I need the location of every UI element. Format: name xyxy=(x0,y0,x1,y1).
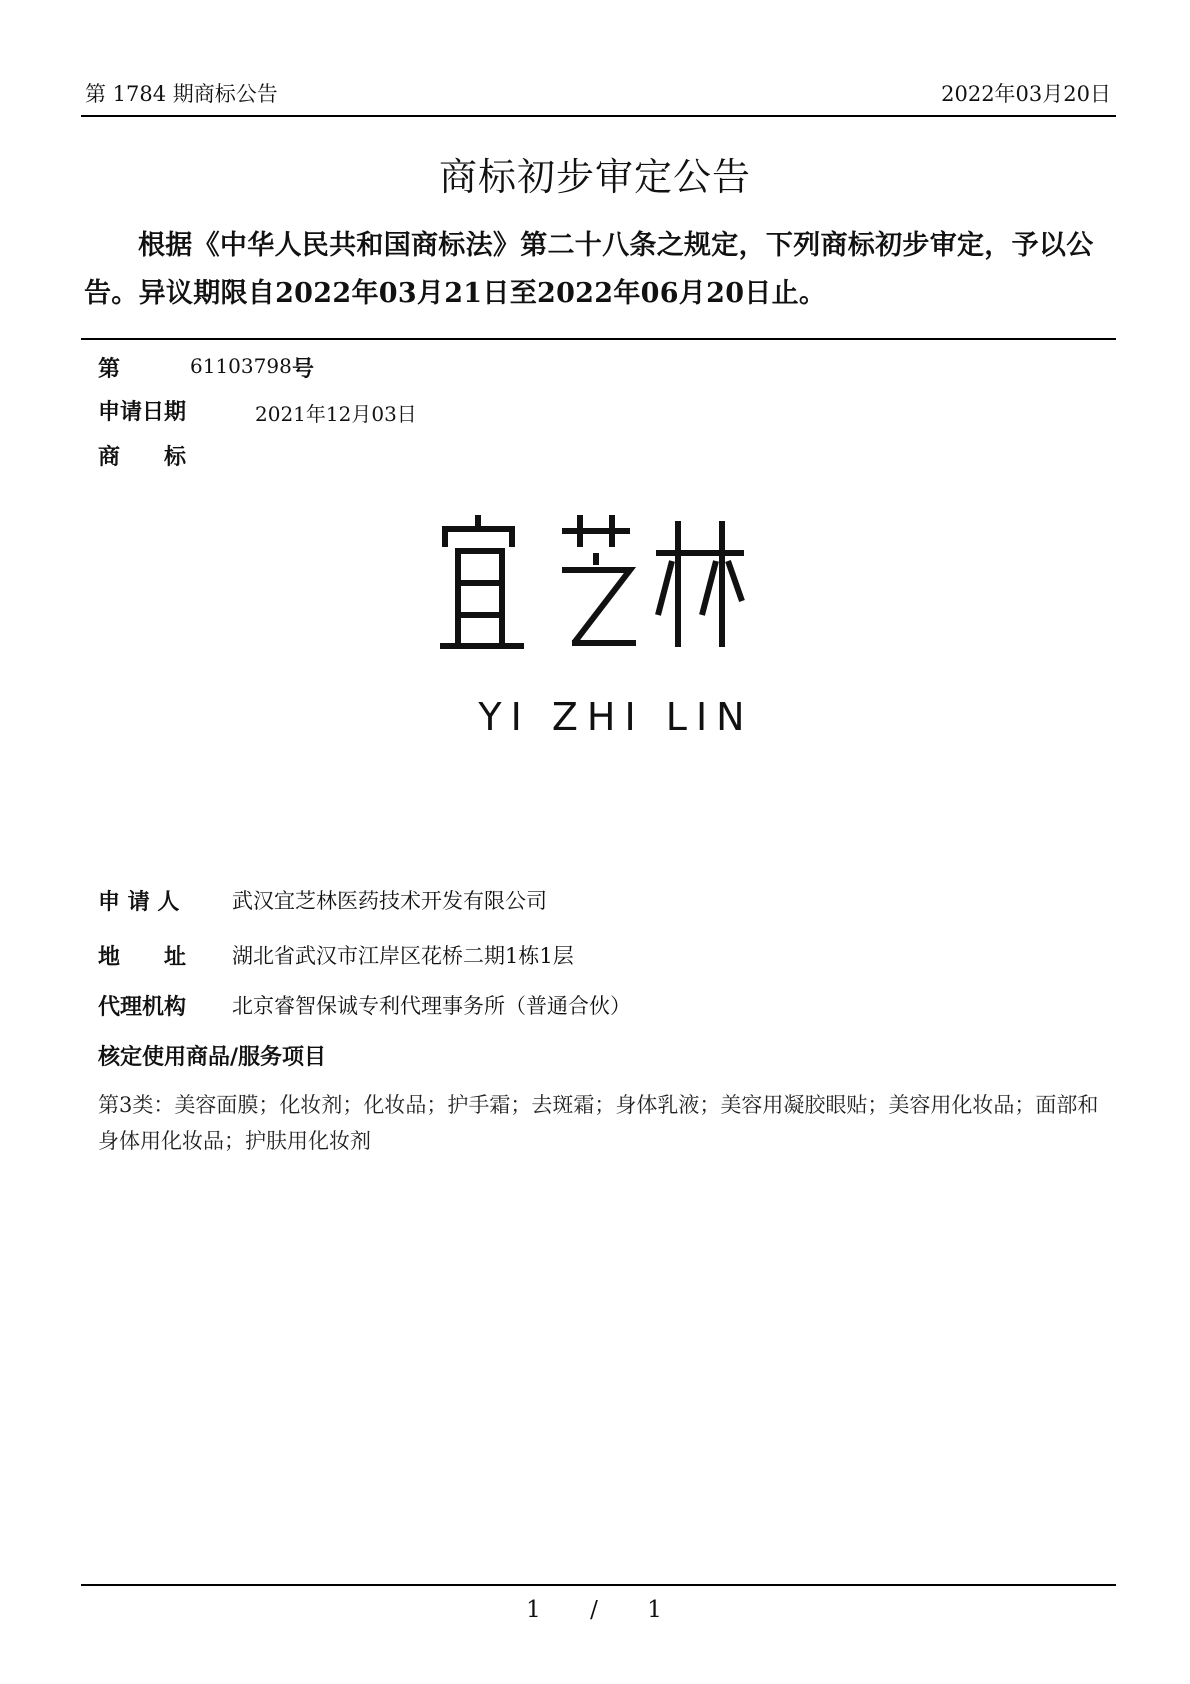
goods-list: 第3类：美容面膜；化妆剂；化妆品；护手霜；去斑霜；身体乳液；美容用凝胶眼贴；美容用化妆品；面部和身体用化妆品；护肤用化妆剂 xyxy=(98,1093,1099,1153)
issue-number: 第 1784 期商标公告 xyxy=(85,82,278,106)
issue-date: 2022年03月20日 xyxy=(941,82,1111,106)
applicant-name: 武汉宜芝林医药技术开发有限公司 xyxy=(232,889,547,913)
applicant-label: 申 请 人 xyxy=(98,890,180,915)
goods-heading: 核定使用商品/服务项目 xyxy=(98,1045,327,1070)
trademark-label: 商 标 xyxy=(98,445,187,470)
number-suffix: 号 xyxy=(292,357,315,382)
agency-value: 北京睿智保诚专利代理事务所（普通合伙） xyxy=(232,994,631,1018)
page-separator: / xyxy=(590,1597,600,1623)
application-date-label: 申请日期 xyxy=(98,400,187,425)
total-pages: 1 xyxy=(647,1597,664,1623)
footer-rule xyxy=(81,1584,1116,1586)
page-title: 商标初步审定公告 xyxy=(438,155,751,199)
address-label: 地 址 xyxy=(98,945,187,970)
intro-paragraph: 根据《中华人民共和国商标法》第二十八条之规定，下列商标初步审定，予以公告。异议期限自2022年03月21日至2022年06月20日止。 xyxy=(84,230,1094,309)
current-page: 1 xyxy=(526,1597,543,1623)
page-number xyxy=(0,1597,1190,1623)
header-rule xyxy=(81,115,1116,117)
trademark-logo xyxy=(440,515,800,745)
registration-number: 61103798 xyxy=(190,354,292,378)
section-rule xyxy=(81,338,1116,340)
address-value: 湖北省武汉市江岸区花桥二期1栋1层 xyxy=(232,944,574,968)
trademark-latin-text: YI ZHI LIN xyxy=(478,695,754,739)
number-prefix: 第 xyxy=(98,357,121,382)
application-date: 2021年12月03日 xyxy=(255,402,417,426)
agency-label: 代理机构 xyxy=(98,995,187,1020)
